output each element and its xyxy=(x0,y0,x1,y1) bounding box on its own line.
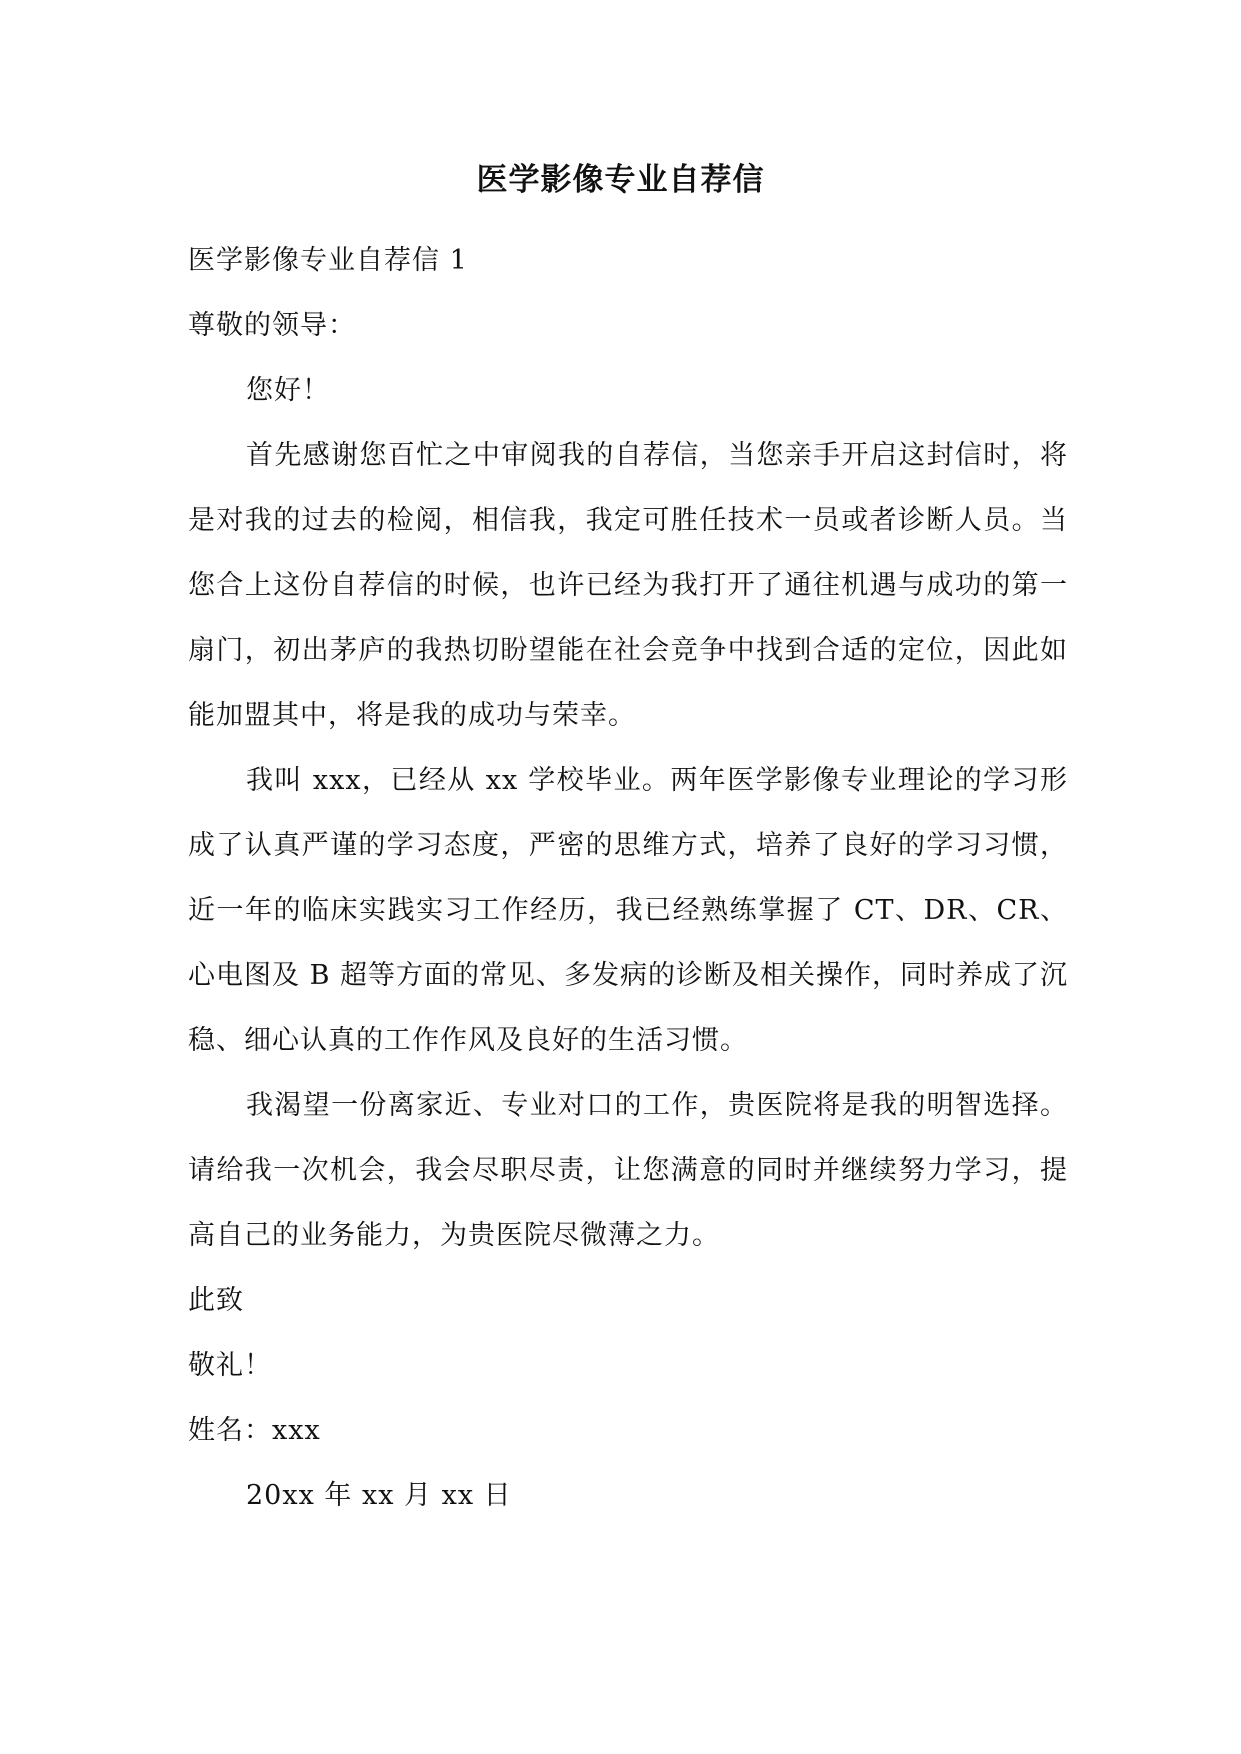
letter-paragraph-1: 首先感谢您百忙之中审阅我的自荐信，当您亲手开启这封信时，将是对我的过去的检阅，相信我，我定可胜任技术一员或者诊断人员。当您合上这份自荐信的时候，也许已经为我打开了通往机遇与成功的第一扇门，初出茅庐的我热切盼望能在社会竞争中找到合适的定位，因此如能加盟其中，将是我的成功与荣幸。 xyxy=(188,440,1068,731)
letter-signature-name: 姓名：xxx xyxy=(188,1415,321,1446)
letter-closing-jingli: 敬礼！ xyxy=(188,1350,272,1381)
letter-paragraph-3: 我渴望一份离家近、专业对口的工作，贵医院将是我的明智选择。请给我一次机会，我会尽职尽责，让您满意的同时并继续努力学习，提高自己的业务能力，为贵医院尽微薄之力。 xyxy=(188,1090,1068,1251)
letter-salutation: 尊敬的领导： xyxy=(188,310,356,341)
letter-paragraph-2: 我叫 xxx，已经从 xx 学校毕业。两年医学影像专业理论的学习形成了认真严谨的学习态度，严密的思维方式，培养了良好的学习习惯，近一年的临床实践实习工作经历，我已经熟练掌握了 CT、DR、CR、心电图及 B 超等方面的常见、多发病的诊断及相关操作，同时养成了沉稳、细心认真的工作作风及良好的生活习惯。 xyxy=(188,765,1069,1056)
document-title: 医学影像专业自荐信 xyxy=(476,162,765,198)
letter-closing-cizhi: 此致 xyxy=(188,1285,244,1316)
letter-greeting: 您好！ xyxy=(246,375,330,406)
letter-body xyxy=(188,228,1068,1528)
letter-subtitle: 医学影像专业自荐信 1 xyxy=(188,245,468,276)
letter-date: 20xx 年 xx 月 xx 日 xyxy=(246,1480,512,1511)
